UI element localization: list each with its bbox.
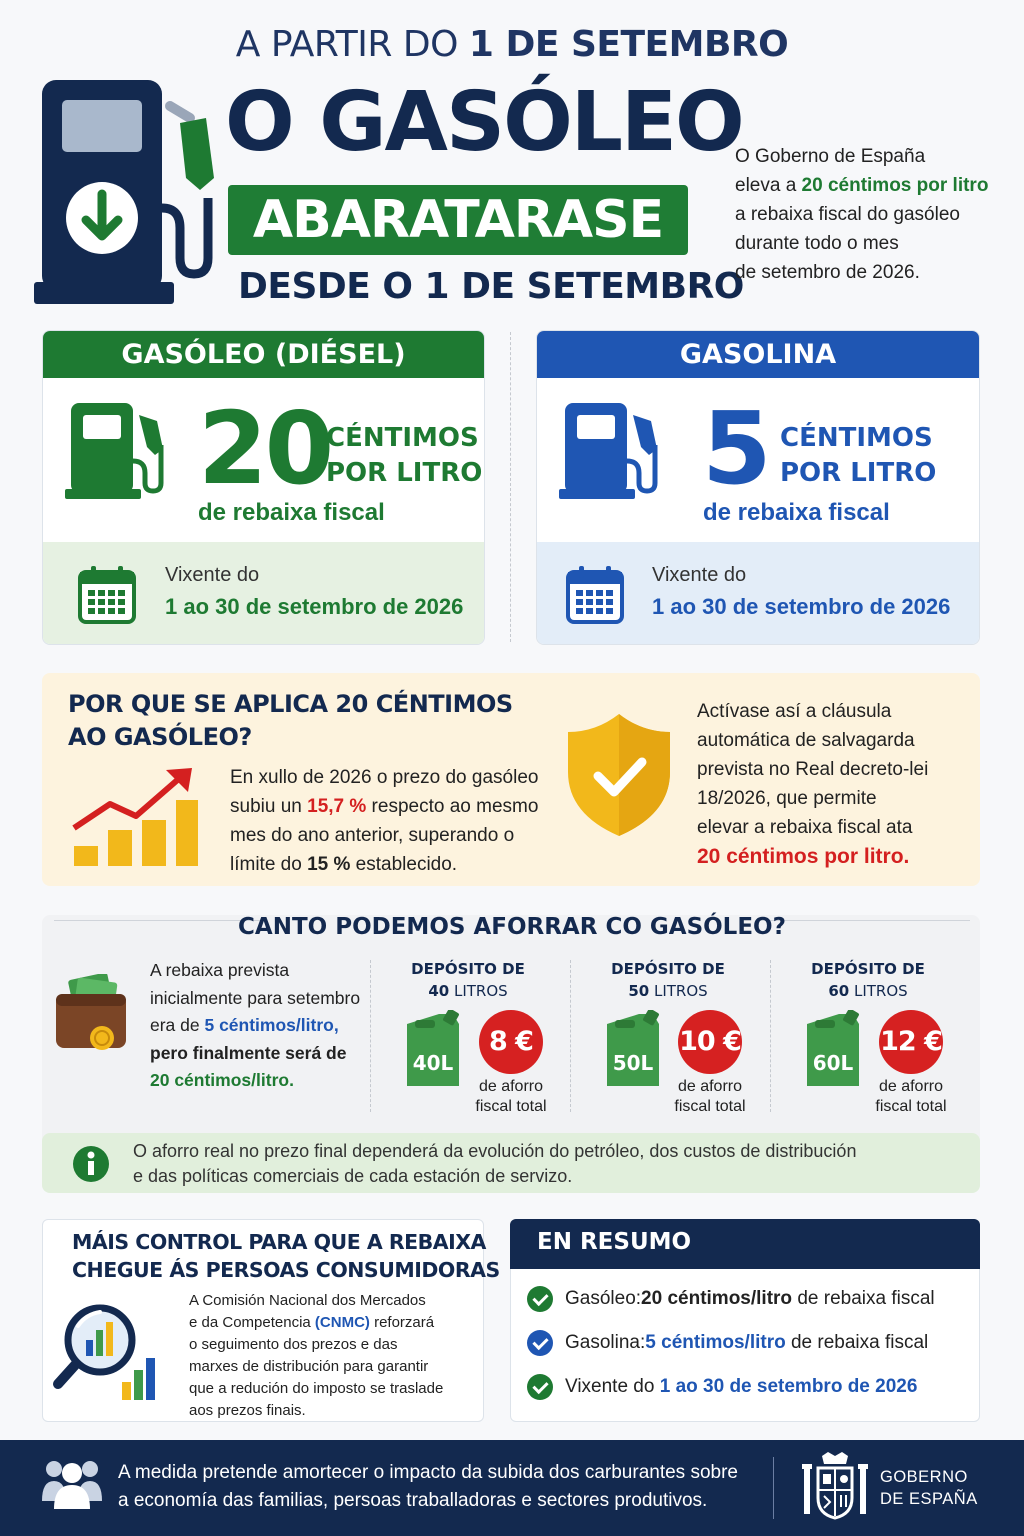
jerrycan-icon [603, 1010, 663, 1090]
gasoline-valid-dates: 1 ao 30 de setembro de 2026 [652, 594, 951, 619]
gasoline-valid-label: Vixente do [652, 564, 747, 586]
calendar-icon [565, 564, 625, 624]
gasoline-card-title: GASOLINA [537, 331, 979, 378]
subtitle: DESDE O 1 DE SETEMBRO [238, 266, 744, 307]
diesel-amount: 20 [198, 390, 332, 507]
diesel-validity [43, 542, 484, 644]
why-text: En xullo de 2026 o prezo do gasóleo subiu un 15,7 % respecto ao mesmo mes do ano anterior, superando o límite do 15 % establecido. [230, 767, 539, 875]
tank-50-label: DEPÓSITO DE 50 LITROS [611, 960, 725, 1000]
fuel-pump-icon [559, 401, 659, 501]
calendar-icon [77, 564, 137, 624]
gasoline-card [536, 330, 980, 645]
tank-60-saving-label: de aforro fiscal total [875, 1078, 947, 1115]
control-text: A Comisión Nacional dos Mercados e da Competencia (CNMC) reforzará o seguimento dos prezos e das marxes de distribución para garantir que a redución do imposto se traslade aos prezos finais. [189, 1292, 444, 1419]
diesel-card [42, 330, 485, 645]
check-icon [527, 1374, 553, 1400]
divider [370, 960, 371, 1112]
diesel-unit: CÉNTIMOS POR LITRO [326, 423, 483, 488]
info-text: O aforro real no prezo final dependerá da evolución do petróleo, dos custos de distribución e das políticas comerciais de cada estación de servizo. [133, 1141, 857, 1186]
wallet-icon [52, 974, 132, 1054]
diesel-card-title: GASÓLEO (DIÉSEL) [43, 331, 484, 378]
tank-60-label: DEPÓSITO DE 60 LITROS [811, 960, 925, 1000]
footer-text: A medida pretende amortecer o impacto da subida dos carburantes sobre a economía das familias, persoas traballadoras e sectores produtivos. [118, 1462, 738, 1511]
check-icon [527, 1330, 553, 1356]
tank-50-saving: 10 € [678, 1010, 742, 1074]
gasoline-unit: CÉNTIMOS POR LITRO [780, 423, 937, 488]
tank-40-saving: 8 € [479, 1010, 543, 1074]
card-divider [510, 332, 511, 642]
coat-of-arms-icon [800, 1450, 870, 1522]
diesel-rebate: de rebaixa fiscal [198, 499, 385, 526]
tank-40-label: DEPÓSITO DE 40 LITROS [411, 960, 525, 1000]
gasoline-amount: 5 [702, 390, 769, 507]
why-clause-text: Actívase así a cláusula automática de salvagarda prevista no Real decreto-lei 18/2026, que permite elevar a rebaixa fiscal ata 20 céntimos por litro. [697, 701, 929, 868]
tank-40-saving-label: de aforro fiscal total [475, 1078, 547, 1115]
divider [570, 960, 571, 1112]
tank-60-can-label: 60L [812, 1051, 854, 1075]
why-title: POR QUE SE APLICA 20 CÉNTIMOS AO GASÓLEO? [68, 690, 513, 751]
summary-row-diesel: Gasóleo: 20 céntimos/litro de rebaixa fiscal [527, 1284, 935, 1314]
savings-text: A rebaixa prevista inicialmente para setembro era de 5 céntimos/litro, pero finalmente será de 20 céntimos/litro. [150, 960, 361, 1090]
diesel-valid-label: Vixente do [165, 564, 260, 586]
jerrycan-icon [803, 1010, 863, 1090]
summary-row-validity: Vixente do 1 ao 30 de setembro de 2026 [527, 1372, 917, 1402]
diesel-valid-dates: 1 ao 30 de setembro de 2026 [165, 594, 464, 619]
jerrycan-icon [403, 1010, 463, 1090]
tank-60-saving: 12 € [879, 1010, 943, 1074]
magnifier-chart-icon [52, 1300, 172, 1408]
header-description: O Goberno de España eleva a 20 céntimos por litro a rebaixa fiscal do gasóleo durante todo o mes de setembro de 2026. [735, 146, 989, 283]
info-icon [72, 1145, 110, 1183]
control-title: MÁIS CONTROL PARA QUE A REBAIXA CHEGUE ÁS PERSOAS CONSUMIDORAS [72, 1230, 500, 1282]
fuel-pump-icon [30, 78, 220, 306]
title-badge: ABARATARASE [228, 185, 688, 255]
header-top-line: A PARTIR DO 1 DE SETEMBRO [235, 24, 789, 65]
main-title: O GASÓLEO [225, 75, 743, 170]
growth-chart-icon [70, 764, 200, 872]
government-logo-text: GOBERNO DE ESPAÑA [880, 1468, 978, 1508]
summary-row-gasoline: Gasolina: 5 céntimos/litro de rebaixa fiscal [527, 1328, 928, 1358]
check-icon [527, 1286, 553, 1312]
divider [773, 1457, 774, 1519]
tank-50-saving-label: de aforro fiscal total [674, 1078, 746, 1115]
gasoline-rebate: de rebaixa fiscal [703, 499, 890, 526]
shield-check-icon [562, 710, 676, 840]
summary-title: EN RESUMO [537, 1229, 692, 1255]
tank-50-can-label: 50L [612, 1051, 654, 1075]
savings-title: CANTO PODEMOS AFORRAR CO GASÓLEO? [238, 914, 786, 940]
divider [770, 960, 771, 1112]
people-icon [40, 1455, 104, 1511]
fuel-pump-icon [65, 401, 165, 501]
tank-40-can-label: 40L [412, 1051, 454, 1075]
gasoline-validity [537, 542, 979, 644]
